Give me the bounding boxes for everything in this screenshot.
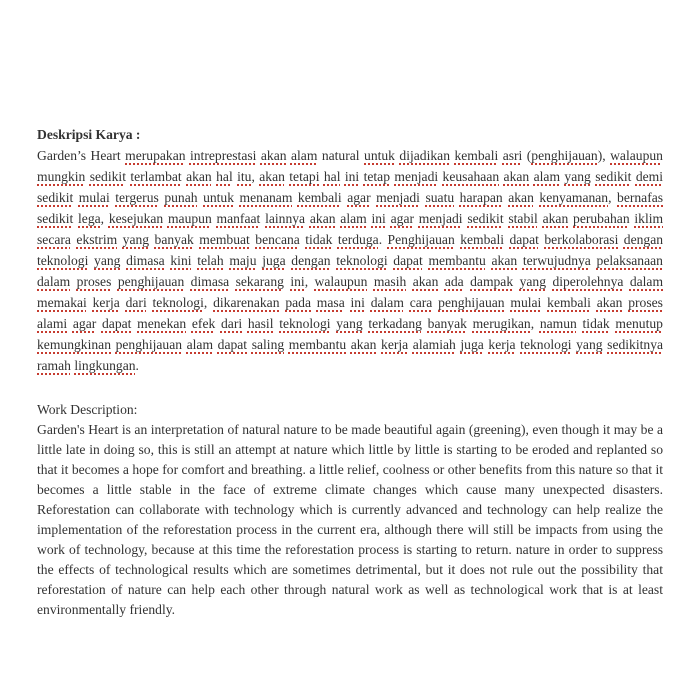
word: ini bbox=[350, 295, 365, 310]
word: menjadi bbox=[376, 190, 420, 205]
word: tetapi bbox=[289, 169, 320, 184]
word: dapat bbox=[217, 337, 248, 352]
word: alam bbox=[533, 169, 561, 184]
word: agar bbox=[390, 211, 415, 226]
word: mulai bbox=[78, 190, 110, 205]
word: mulai bbox=[510, 295, 542, 310]
word: kini bbox=[170, 253, 192, 268]
word: dimasa bbox=[190, 274, 230, 289]
word: menjadi bbox=[394, 169, 439, 184]
word: alam bbox=[186, 337, 214, 352]
word: penghijauan bbox=[531, 148, 598, 163]
word: kembali bbox=[547, 295, 591, 310]
word: maju bbox=[229, 253, 257, 268]
word: dimasa bbox=[126, 253, 165, 268]
word: manfaat bbox=[216, 211, 261, 226]
word: ada bbox=[444, 274, 464, 289]
word: ekstrim bbox=[76, 232, 118, 247]
word: suatu bbox=[425, 190, 455, 205]
word: dalam bbox=[37, 274, 71, 289]
deskripsi-karya-heading: Deskripsi Karya : bbox=[37, 127, 141, 142]
word: penghijauan bbox=[117, 274, 185, 289]
word: sekarang bbox=[235, 274, 284, 289]
word: pelaksanaan bbox=[596, 253, 663, 268]
word: sedikit bbox=[37, 211, 74, 226]
word: sedikitnya bbox=[607, 337, 664, 352]
word: walaupun bbox=[610, 148, 663, 163]
word: mungkin bbox=[37, 169, 86, 184]
word: membantu bbox=[428, 253, 486, 268]
word: juga bbox=[460, 337, 484, 352]
word: cara bbox=[409, 295, 433, 310]
word: banyak bbox=[427, 316, 467, 331]
word: stabil bbox=[508, 211, 538, 226]
word: akan bbox=[491, 253, 518, 268]
word: sedikit bbox=[467, 211, 504, 226]
deskripsi-karya-paragraph: Garden’s Heart merupakan intreprestasi akan alam natural untuk dijadikan kembali asri (penghijauan), walaupun mungkin sedikit terlambat akan hal itu, akan tetapi hal ini tetap menjadi keusahaan akan alam yang sedikit demi sedikit mulai tergerus punah untuk menanam kembali agar menjadi suatu harapan akan kenyamanan, bernafas sedikit lega, kesejukan maupun manfaat lainnya akan alam ini agar menjadi sedikit stabil akan perubahan iklim secara ekstrim yang banyak membuat bencana tidak terduga. Penghijauan kembali dapat berkolaborasi dengan teknologi yang dimasa kini telah maju juga dengan teknologi dapat membantu akan terwujudnya pelaksanaan dalam proses penghijauan dimasa sekarang ini, walaupun masih akan ada dampak yang diperolehnya dalam memakai kerja dari teknologi, dikarenakan pada masa ini dalam cara penghijauan mulai kembali akan proses alami agar dapat menekan efek dari hasil teknologi yang terkadang banyak merugikan, namun tidak menutup kemungkinan penghijauan alam dapat saling membantu akan kerja alamiah juga kerja teknologi yang sedikitnya ramah lingkungan. bbox=[37, 148, 664, 373]
word: akan bbox=[508, 190, 534, 205]
document-page bbox=[37, 124, 663, 620]
word: namun bbox=[539, 316, 577, 331]
word: proses bbox=[76, 274, 112, 289]
word: lainnya bbox=[265, 211, 306, 226]
word: dari bbox=[220, 316, 243, 331]
word: memakai bbox=[37, 295, 87, 310]
word: teknologi bbox=[279, 316, 331, 331]
word: kembali bbox=[297, 190, 342, 205]
word: lingkungan bbox=[74, 358, 136, 373]
word: teknologi bbox=[336, 253, 388, 268]
word: juga bbox=[262, 253, 286, 268]
word: akan bbox=[309, 211, 336, 226]
word: walaupun bbox=[314, 274, 368, 289]
word: yang bbox=[336, 316, 363, 331]
word: intreprestasi bbox=[189, 148, 257, 163]
word: pada bbox=[285, 295, 311, 310]
word: Heart bbox=[90, 148, 121, 163]
word: itu bbox=[237, 169, 252, 184]
word: kembali bbox=[454, 148, 499, 163]
word: harapan bbox=[459, 190, 503, 205]
word: Garden’s bbox=[37, 148, 87, 163]
word: saling bbox=[251, 337, 285, 352]
word: berkolaborasi bbox=[544, 232, 619, 247]
word: dampak bbox=[470, 274, 514, 289]
word: teknologi bbox=[520, 337, 572, 352]
word: akan bbox=[350, 337, 377, 352]
word: dari bbox=[125, 295, 147, 310]
word: yang bbox=[519, 274, 547, 289]
word: tergerus bbox=[115, 190, 159, 205]
work-description-heading: Work Description: bbox=[37, 402, 138, 417]
word: masih bbox=[373, 274, 407, 289]
word: demi bbox=[635, 169, 664, 184]
word: dalam bbox=[629, 274, 664, 289]
word: akan bbox=[412, 274, 439, 289]
word: bernafas bbox=[617, 190, 664, 205]
word: diperolehnya bbox=[552, 274, 624, 289]
word: perubahan bbox=[573, 211, 630, 226]
word: asri bbox=[502, 148, 523, 163]
word: sedikit bbox=[89, 169, 126, 184]
word: dengan bbox=[623, 232, 664, 247]
word: akan bbox=[259, 169, 285, 184]
word: penghijauan bbox=[115, 337, 183, 352]
word: masa bbox=[316, 295, 345, 310]
word: kerja bbox=[381, 337, 409, 352]
word: terkadang bbox=[368, 316, 422, 331]
word: tidak bbox=[582, 316, 610, 331]
word: dapat bbox=[101, 316, 132, 331]
word: ini bbox=[290, 274, 305, 289]
word: efek bbox=[191, 316, 216, 331]
word: tetap bbox=[363, 169, 390, 184]
word: dalam bbox=[370, 295, 404, 310]
word: menekan bbox=[137, 316, 187, 331]
word: proses bbox=[628, 295, 663, 310]
word: terduga bbox=[337, 232, 379, 247]
word: ini bbox=[344, 169, 360, 184]
word: menjadi bbox=[418, 211, 463, 226]
word: hal bbox=[323, 169, 341, 184]
word: dapat bbox=[393, 253, 423, 268]
word: Penghijauan bbox=[387, 232, 455, 247]
word: secara bbox=[37, 232, 71, 247]
word: dikarenakan bbox=[213, 295, 280, 310]
word: merupakan bbox=[125, 148, 186, 163]
word: menanam bbox=[239, 190, 293, 205]
word: penghijauan bbox=[438, 295, 505, 310]
word: maupun bbox=[167, 211, 212, 226]
word: yang bbox=[94, 253, 121, 268]
word: kenyamanan bbox=[539, 190, 609, 205]
word: merugikan bbox=[472, 316, 531, 331]
word: banyak bbox=[154, 232, 194, 247]
word: yang bbox=[122, 232, 150, 247]
word: akan bbox=[260, 148, 287, 163]
word: dapat bbox=[509, 232, 539, 247]
word: dijadikan bbox=[399, 148, 451, 163]
word: agar bbox=[347, 190, 371, 205]
word: iklim bbox=[634, 211, 664, 226]
word: tidak bbox=[305, 232, 333, 247]
word: punah bbox=[164, 190, 198, 205]
word: agar bbox=[72, 316, 97, 331]
word: membuat bbox=[199, 232, 250, 247]
word: sedikit bbox=[595, 169, 632, 184]
word: kembali bbox=[460, 232, 504, 247]
word: keusahaan bbox=[442, 169, 500, 184]
word: akan bbox=[596, 295, 623, 310]
word: ramah bbox=[37, 358, 71, 373]
word: alamiah bbox=[412, 337, 456, 352]
word: natural bbox=[321, 148, 360, 163]
word: teknologi bbox=[37, 253, 89, 268]
word: kerja bbox=[92, 295, 120, 310]
word: yang bbox=[564, 169, 591, 184]
word: bencana bbox=[255, 232, 300, 247]
word: teknologi bbox=[152, 295, 204, 310]
word: hasil bbox=[247, 316, 274, 331]
word: lega bbox=[78, 211, 101, 226]
word: alami bbox=[37, 316, 68, 331]
word: kerja bbox=[488, 337, 516, 352]
word: terwujudnya bbox=[522, 253, 591, 268]
word: dengan bbox=[291, 253, 331, 268]
word: untuk bbox=[364, 148, 395, 163]
word: kemungkinan bbox=[37, 337, 111, 352]
word: membantu bbox=[288, 337, 347, 352]
word: alam bbox=[340, 211, 367, 226]
word: akan bbox=[542, 211, 569, 226]
word: yang bbox=[576, 337, 603, 352]
word: hal bbox=[216, 169, 233, 184]
word: alam bbox=[290, 148, 318, 163]
word: akan bbox=[186, 169, 212, 184]
word: sedikit bbox=[37, 190, 74, 205]
word: ini bbox=[371, 211, 386, 226]
word: kesejukan bbox=[108, 211, 164, 226]
word: akan bbox=[503, 169, 530, 184]
word: untuk bbox=[203, 190, 235, 205]
work-description-paragraph: Garden's Heart is an interpretation of natural nature to be made beautiful again (greening), even though it may be a little late in doing so, this is still an attempt at nature which little by little is starting to be eroded and replanted so that it becomes a hope for comfort and breathing. a little relief, coolness or other benefits from this nature so that it becomes a little stable in the face of extreme climate changes which cause many unexpected disasters. Reforestation can collaborate with technology which is currently advanced and technology can help realize the implementation of the reforestation process in the current era, although there will still be impacts from using the work of technology, because at this time the reforestation process is starting to return. nature in order to suppress the effects of technological results which are sometimes detrimental, but it does not rule out the possibility that reforestation of nature can help each other through natural work as well as technological work that is at least environmentally friendly. bbox=[37, 422, 663, 617]
word: terlambat bbox=[130, 169, 182, 184]
word: menutup bbox=[615, 316, 663, 331]
word: telah bbox=[197, 253, 224, 268]
